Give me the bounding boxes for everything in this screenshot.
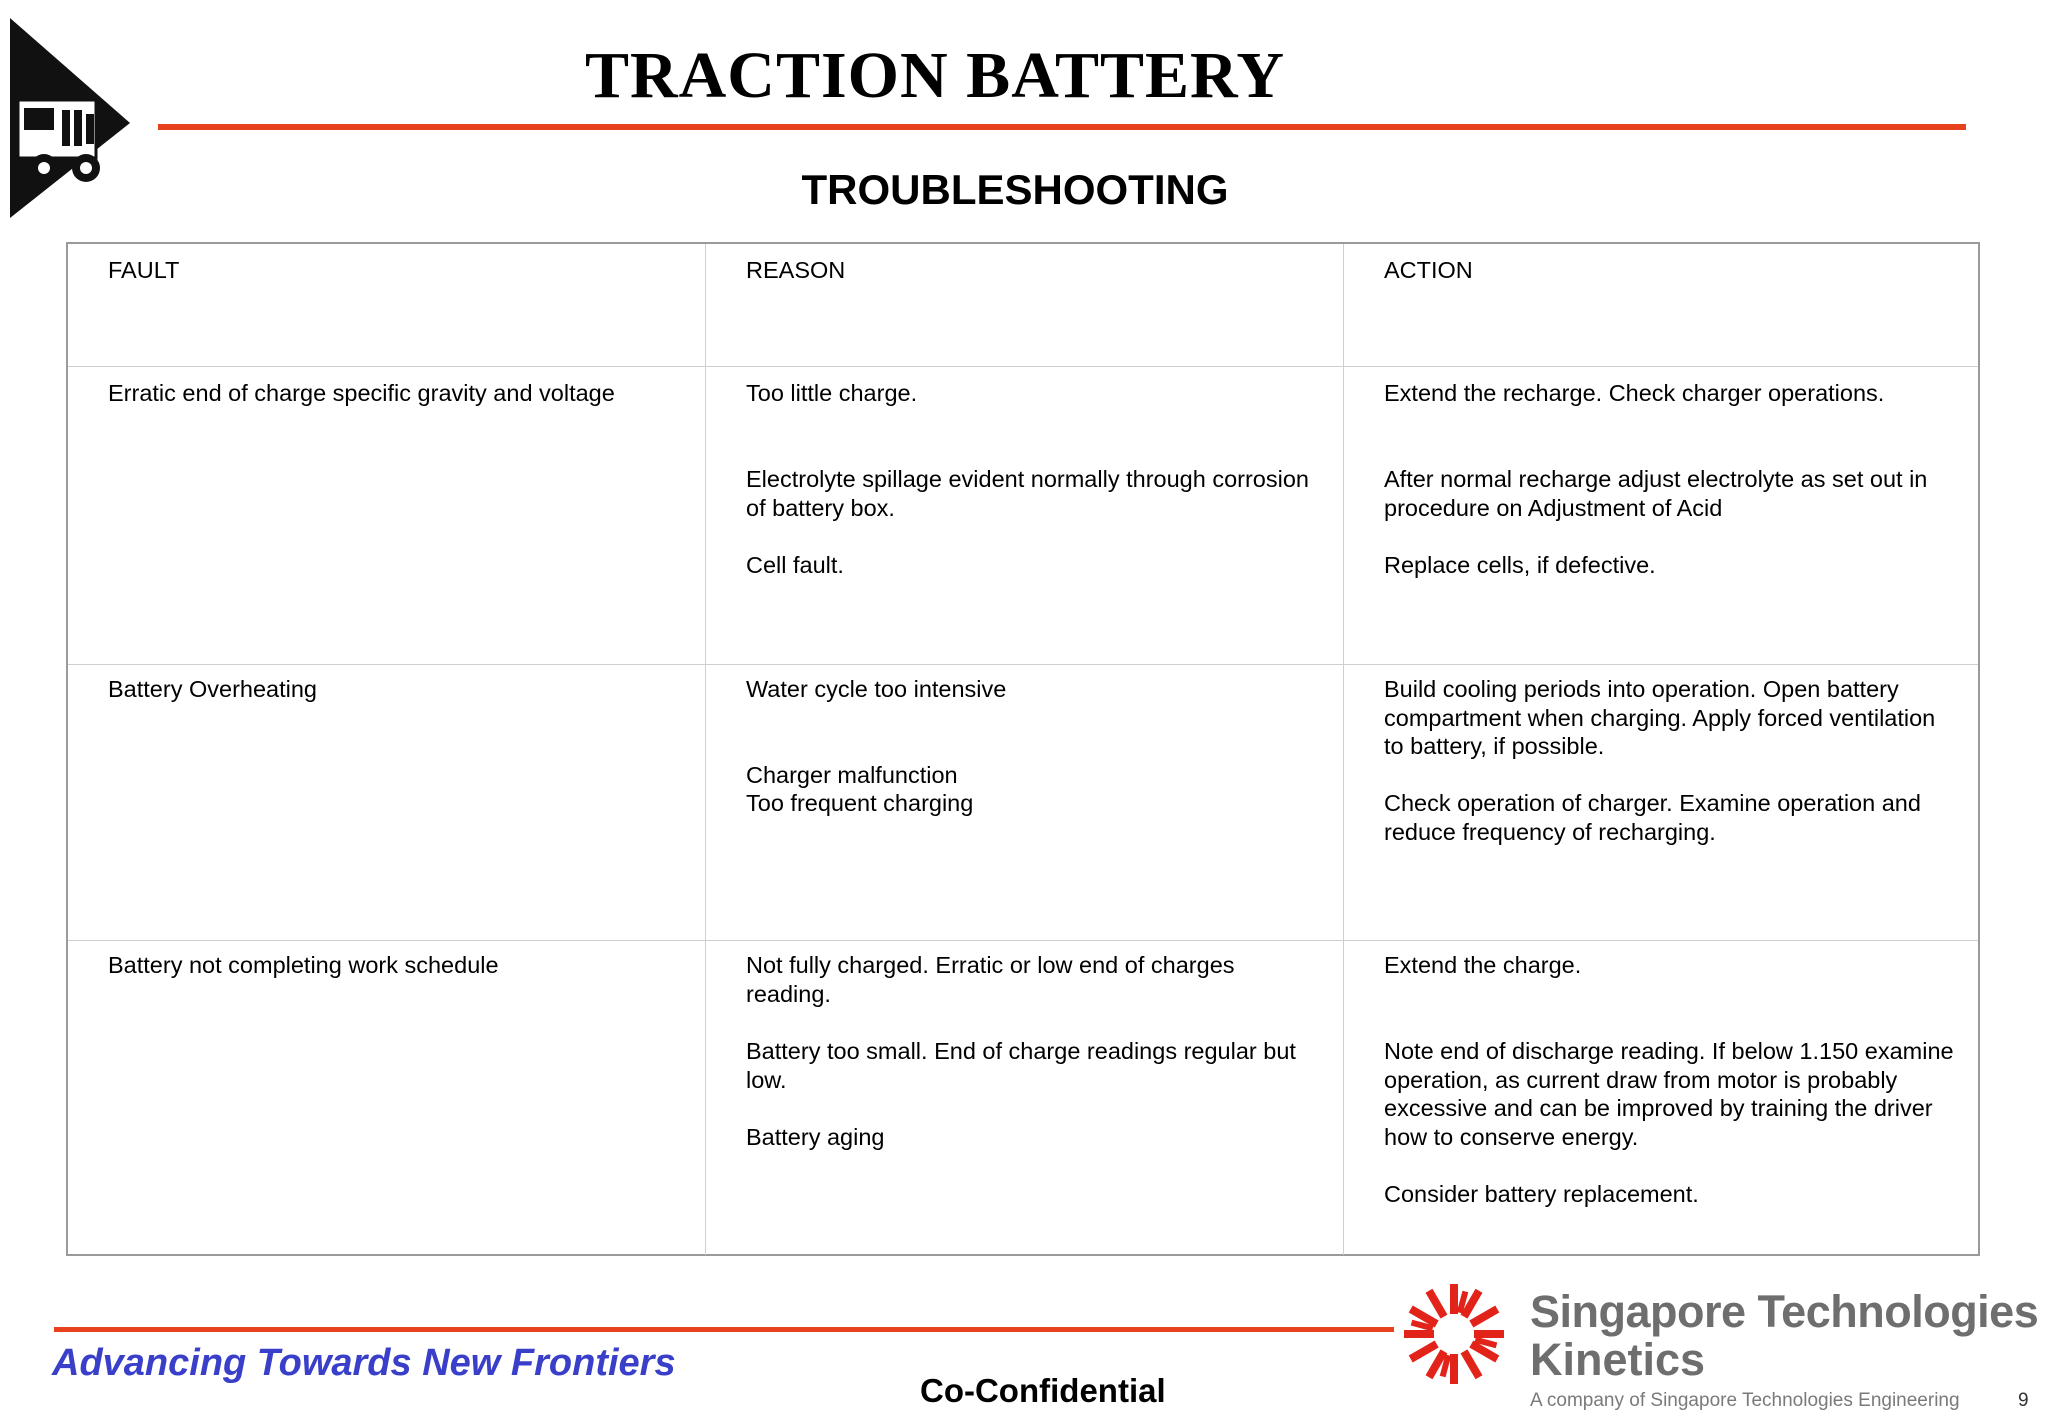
- action-text: Build cooling periods into operation. Open battery compartment when charging. Apply forced ventilation to battery, if possible.: [1384, 676, 1936, 759]
- page-subtitle: TROUBLESHOOTING: [801, 166, 1229, 213]
- page-title: TRACTION BATTERY: [584, 39, 1286, 112]
- confidential-label: Co-Confidential: [920, 1372, 1166, 1409]
- action-text: Check operation of charger. Examine operation and reduce frequency of recharging.: [1384, 790, 1921, 845]
- column-header-action: ACTION: [1384, 257, 1473, 283]
- reason-text: Not fully charged. Erratic or low end of charges reading.: [746, 952, 1235, 1007]
- action-text: Note end of discharge reading. If below 1.150 examine operation, as current draw from motor is probably excessive and can be improved by training the driver how to conserve energy.: [1384, 1038, 1954, 1150]
- column-header-reason: REASON: [746, 257, 846, 283]
- fault-text: Battery not completing work schedule: [108, 952, 499, 978]
- footer-slogan: Advancing Towards New Frontiers: [52, 1342, 676, 1384]
- table-row: [68, 664, 1978, 941]
- column-header-fault: FAULT: [108, 257, 180, 283]
- table-header-row: [68, 244, 1978, 366]
- reason-text: Cell fault.: [746, 552, 844, 578]
- reason-text: Too frequent charging: [746, 790, 974, 816]
- brand-tagline: A company of Singapore Technologies Engineering: [1530, 1390, 1960, 1411]
- table-row: [68, 366, 1978, 665]
- reason-text: Battery too small. End of charge readings regular but low.: [746, 1038, 1296, 1093]
- brand-name-line1: Singapore Technologies: [1530, 1286, 2039, 1337]
- reason-text: Battery aging: [746, 1124, 885, 1150]
- action-text: Consider battery replacement.: [1384, 1181, 1699, 1207]
- action-text: Extend the charge.: [1384, 952, 1582, 978]
- title-divider: [158, 124, 1966, 130]
- footer-divider: [54, 1327, 1394, 1332]
- troubleshooting-table: [66, 242, 1980, 1256]
- action-text: Extend the recharge. Check charger operations.: [1384, 380, 1885, 406]
- table-row: [68, 940, 1978, 1255]
- brand-name-line2: Kinetics: [1530, 1334, 1706, 1385]
- page-number: 9: [2018, 1390, 2029, 1411]
- action-text: Replace cells, if defective.: [1384, 552, 1656, 578]
- reason-text: Electrolyte spillage evident normally through corrosion of battery box.: [746, 466, 1309, 521]
- action-text: After normal recharge adjust electrolyte as set out in procedure on Adjustment of Acid: [1384, 466, 1928, 521]
- fault-text: Erratic end of charge specific gravity and voltage: [108, 380, 615, 406]
- reason-text: Charger malfunction: [746, 762, 958, 788]
- reason-text: Water cycle too intensive: [746, 676, 1007, 702]
- fault-text: Battery Overheating: [108, 676, 317, 702]
- starburst-logo-icon: [1402, 1282, 1506, 1386]
- reason-text: Too little charge.: [746, 380, 918, 406]
